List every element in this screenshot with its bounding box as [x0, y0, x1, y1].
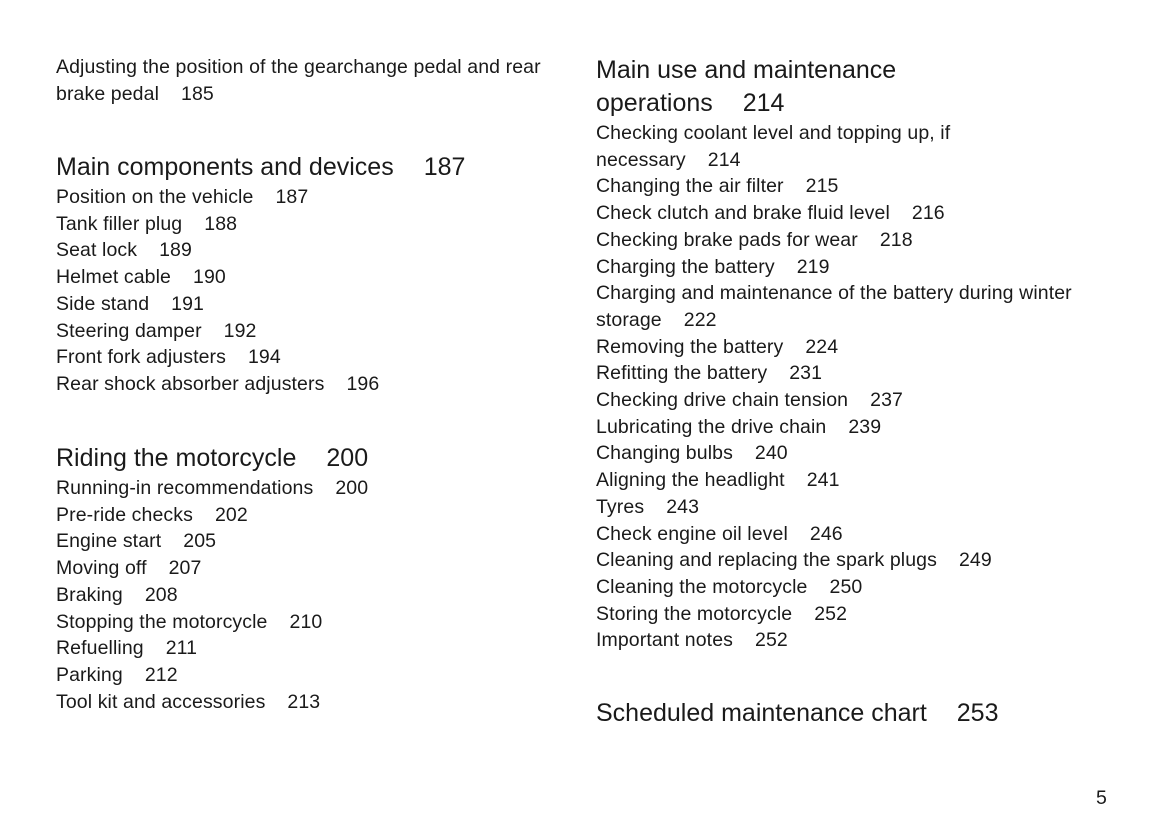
toc-entry[interactable] [596, 601, 1066, 628]
toc-section-heading[interactable] [56, 442, 566, 475]
toc-entry-page: 224 [805, 335, 839, 358]
toc-entry-page: 187 [275, 186, 309, 208]
toc-heading-title: Scheduled maintenance chart [596, 699, 927, 727]
toc-section-maintenance [596, 54, 1072, 654]
toc-heading-title: Main use and maintenance operations [596, 56, 897, 117]
page-number: 5 [1096, 787, 1107, 809]
toc-entry[interactable] [56, 475, 566, 502]
toc-entry[interactable] [596, 120, 1071, 173]
toc-entry-label: Refitting the battery [596, 362, 768, 385]
toc-heading-page: 187 [423, 153, 466, 181]
toc-entry-page: 222 [683, 308, 717, 331]
toc-entry[interactable] [596, 494, 1066, 521]
toc-entry-page: 194 [247, 346, 281, 369]
toc-entry-label: Tank filler plug [56, 212, 183, 235]
toc-entry-label: Pre-ride checks [56, 503, 193, 526]
toc-entry-page: 246 [809, 522, 843, 545]
toc-entry-page: 215 [805, 175, 839, 198]
toc-entry-label: Checking brake pads for wear [596, 228, 858, 251]
toc-entry-label: Front fork adjusters [56, 346, 226, 369]
toc-entry[interactable] [56, 635, 566, 662]
toc-entry-label: Engine start [56, 530, 162, 553]
toc-entry-label: Stopping the motorcycle [56, 610, 268, 633]
toc-entry-page: 212 [144, 663, 178, 686]
toc-entry-label: Adjusting the position of the gearchange pedal and rear brake pedal [56, 56, 541, 105]
toc-entry-page: 192 [223, 319, 257, 342]
toc-entry-label: Parking [56, 663, 123, 686]
toc-entry[interactable] [56, 184, 566, 211]
toc-entry[interactable] [596, 280, 1091, 333]
toc-entry-page: 200 [335, 477, 369, 499]
toc-entry-page: 216 [911, 202, 945, 225]
toc-entry-label: Rear shock absorber adjusters [56, 372, 325, 395]
toc-entry-label: Steering damper [56, 319, 202, 342]
toc-entry[interactable] [56, 291, 566, 318]
toc-entry-page: 252 [755, 629, 788, 652]
toc-entry-label: Position on the vehicle [56, 186, 254, 208]
toc-entry[interactable] [56, 237, 566, 264]
toc-entry[interactable] [596, 627, 1066, 654]
toc-entry-page: 191 [171, 292, 204, 315]
toc-entry[interactable] [596, 547, 1066, 574]
toc-entry[interactable] [56, 344, 566, 371]
toc-section-heading[interactable] [596, 697, 1116, 730]
toc-entry-label: Changing the air filter [596, 175, 784, 198]
toc-section-heading[interactable] [56, 151, 566, 184]
toc-entry-label: Seat lock [56, 239, 138, 262]
toc-entry-page: 219 [796, 255, 830, 278]
toc-entry[interactable] [596, 574, 1066, 601]
toc-entry-page: 239 [848, 415, 882, 438]
toc-entry-label: Side stand [56, 292, 150, 315]
toc-entry-label: Helmet cable [56, 266, 172, 289]
toc-entry[interactable] [596, 227, 1066, 254]
toc-heading-page: 200 [326, 444, 369, 472]
toc-entry-page: 240 [754, 442, 788, 465]
toc-entry-page: 252 [814, 602, 848, 625]
toc-entry-label: Tyres [596, 495, 645, 518]
toc-entry[interactable] [596, 467, 1066, 494]
toc-entry-label: Removing the battery [596, 335, 784, 358]
toc-entry-page: 250 [829, 575, 863, 598]
toc-entry[interactable] [596, 414, 1066, 441]
toc-heading-page: 253 [956, 699, 999, 727]
toc-heading-page: 214 [742, 89, 785, 117]
toc-heading-title: Main components and devices [56, 153, 394, 181]
toc-entry-page: 208 [144, 583, 178, 606]
toc-entry[interactable] [56, 689, 566, 716]
toc-entry-page: 218 [879, 228, 913, 251]
toc-entry-label: Aligning the headlight [596, 469, 785, 492]
toc-entry-gearchange-pedal[interactable] [56, 54, 561, 107]
toc-entry-page: 211 [165, 637, 198, 660]
toc-entry-page: 231 [789, 362, 823, 385]
toc-entry[interactable] [56, 371, 566, 398]
toc-entry[interactable] [596, 387, 1066, 414]
toc-heading-title: Riding the motorcycle [56, 444, 297, 472]
toc-entry[interactable] [596, 440, 1066, 467]
toc-entry-page: 205 [183, 530, 217, 553]
toc-entry[interactable] [56, 555, 566, 582]
toc-entry-page: 207 [168, 557, 202, 580]
toc-entry[interactable] [56, 502, 566, 529]
toc-entry[interactable] [596, 334, 1066, 361]
toc-entry-page: 189 [159, 239, 192, 262]
toc-entry-label: Tool kit and accessories [56, 690, 266, 713]
toc-entry[interactable] [56, 528, 566, 555]
toc-entry-label: Important notes [596, 629, 733, 652]
toc-entry-label: Refuelling [56, 637, 144, 660]
toc-section-scheduled-maintenance [596, 697, 1116, 730]
toc-entry-label: Cleaning the motorcycle [596, 575, 808, 598]
toc-entry-label: Moving off [56, 557, 147, 580]
toc-entry-label: Lubricating the drive chain [596, 415, 827, 438]
toc-entry-page: 202 [214, 503, 248, 526]
toc-entry[interactable] [56, 662, 566, 689]
toc-entry[interactable] [596, 521, 1066, 548]
toc-entry-label: Checking coolant level and topping up, if necessary [596, 122, 951, 171]
toc-entry-page: 241 [806, 469, 840, 492]
toc-entry-label: Charging the battery [596, 255, 775, 278]
toc-entry[interactable] [596, 173, 1066, 200]
toc-entry-page: 214 [707, 148, 741, 171]
toc-section-riding [56, 442, 566, 715]
toc-entry-label: Storing the motorcycle [596, 602, 793, 625]
toc-entry-page: 196 [346, 372, 380, 395]
toc-entry[interactable] [56, 211, 566, 238]
toc-entry-page: 243 [666, 495, 700, 518]
toc-entry-label: Charging and maintenance of the battery during winter storage [596, 282, 1072, 331]
toc-section-main-components [56, 151, 566, 398]
toc-entry-page: 185 [181, 82, 214, 105]
toc-entry[interactable] [56, 582, 566, 609]
toc-entry[interactable] [596, 200, 1066, 227]
toc-entry[interactable] [56, 318, 566, 345]
toc-entry-page: 213 [287, 690, 321, 713]
toc-entry-label: Running-in recommendations [56, 477, 314, 499]
toc-entry[interactable] [596, 360, 1066, 387]
toc-entry-label: Cleaning and replacing the spark plugs [596, 549, 937, 572]
toc-entry-label: Check engine oil level [596, 522, 788, 545]
toc-entry-label: Braking [56, 583, 123, 606]
toc-entry-page: 210 [289, 610, 323, 633]
toc-entry-label: Checking drive chain tension [596, 389, 849, 412]
toc-entry-label: Changing bulbs [596, 442, 733, 465]
toc-entry-page: 237 [870, 389, 903, 412]
toc-entry[interactable] [56, 264, 566, 291]
toc-entry[interactable] [596, 254, 1066, 281]
toc-entry[interactable] [56, 609, 566, 636]
toc-entry-label: Check clutch and brake fluid level [596, 202, 890, 225]
toc-entry-page: 249 [958, 549, 992, 572]
toc-entry-page: 190 [193, 266, 226, 289]
toc-section-heading[interactable] [596, 54, 1066, 120]
toc-entry-page: 188 [204, 212, 238, 235]
